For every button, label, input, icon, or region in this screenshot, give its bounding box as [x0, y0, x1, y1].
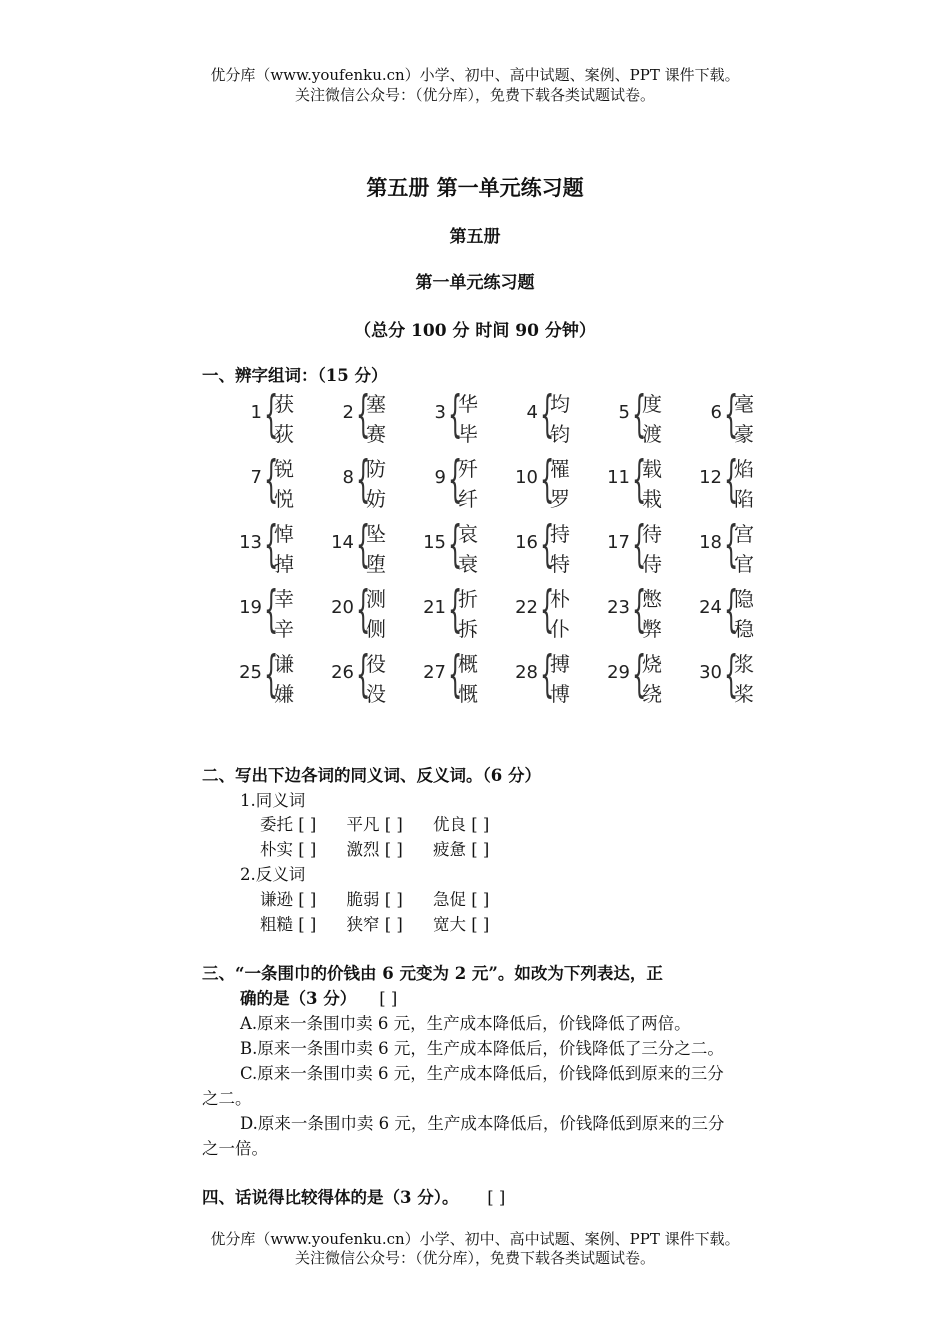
pair-char-top: 宫 [734, 522, 754, 546]
brace-icon: { [356, 385, 371, 443]
score-time-info: （总分 100 分 时间 90 分钟） [354, 321, 596, 341]
brace-icon: { [356, 450, 371, 508]
pair-char-top: 获 [274, 392, 294, 416]
section3-heading: 三、“一条围巾的价钱由 6 元变为 2 元”。如改为下列表达，正 [202, 964, 663, 983]
brace-icon: { [632, 645, 647, 703]
pair-char-top: 哀 [458, 522, 478, 546]
pair-char-top: 悼 [274, 522, 294, 546]
synonym-row-2 [260, 836, 493, 860]
char-pair-2 [322, 384, 414, 446]
brace-icon: { [540, 450, 555, 508]
section4-heading: 四、话说得比较得体的是（3 分）。 [202, 1188, 459, 1207]
pair-char-top: 概 [458, 652, 478, 676]
brace-icon: { [264, 645, 279, 703]
brace-icon: { [448, 450, 463, 508]
pair-char-bottom: 弊 [642, 617, 662, 641]
section1-heading: 一、辨字组词：（15 分） [202, 366, 388, 385]
pair-number: 7 [250, 467, 262, 488]
pair-number: 10 [515, 467, 538, 488]
pair-number: 20 [331, 597, 354, 618]
pair-char-top: 持 [550, 522, 570, 546]
pair-char-bottom: 堕 [366, 552, 386, 576]
pair-char-top: 憋 [642, 587, 662, 611]
pair-char-bottom: 豪 [734, 422, 754, 446]
word: 急促 [432, 890, 466, 909]
option-a: A.原来一条围巾卖 6 元，生产成本降低后，价钱降低了两倍。 [240, 1014, 691, 1033]
synonym-subheading: 1.同义词 [240, 791, 306, 810]
pair-char-top: 浆 [734, 652, 754, 676]
pair-char-top: 防 [366, 457, 386, 481]
pair-number: 13 [239, 532, 262, 553]
pair-char-top: 毫 [734, 392, 754, 416]
unit-title: 第一单元练习题 [415, 273, 535, 293]
pair-char-top: 载 [642, 457, 662, 481]
option-c: C.原来一条围巾卖 6 元，生产成本降低后，价钱降低到原来的三分 [240, 1064, 724, 1083]
answer-bracket[interactable]: [ ] [298, 890, 317, 909]
pair-number: 22 [515, 597, 538, 618]
pair-char-bottom: 侍 [642, 552, 662, 576]
answer-bracket[interactable]: [ ] [298, 815, 317, 834]
synonym-row-1 [260, 811, 493, 835]
pair-char-top: 歼 [458, 457, 478, 481]
pair-char-top: 华 [458, 392, 478, 416]
pair-char-bottom: 仆 [550, 617, 570, 641]
brace-icon: { [724, 580, 739, 638]
pair-char-top: 测 [366, 587, 386, 611]
pair-char-bottom: 嫌 [274, 682, 294, 706]
brace-icon: { [356, 515, 371, 573]
word: 狭窄 [346, 915, 380, 934]
pair-number: 27 [423, 662, 446, 683]
pair-number: 18 [699, 532, 722, 553]
pair-char-bottom: 悦 [274, 487, 294, 511]
antonym-row-2 [260, 911, 493, 935]
char-pair-10 [506, 449, 598, 511]
brace-icon: { [724, 645, 739, 703]
section3-heading-line2: 确的是（3 分） [240, 989, 357, 1008]
pair-number: 1 [250, 402, 262, 423]
word: 脆弱 [346, 890, 380, 909]
option-d: D.原来一条围巾卖 6 元，生产成本降低后，价钱降低到原来的三分 [240, 1114, 725, 1133]
pair-char-bottom: 掉 [274, 552, 294, 576]
word: 平凡 [346, 815, 380, 834]
brace-icon: { [264, 580, 279, 638]
word: 委托 [260, 815, 293, 834]
pair-number: 30 [699, 662, 722, 683]
char-pair-16 [506, 514, 598, 576]
answer-bracket[interactable]: [ ] [471, 815, 490, 834]
brace-icon: { [632, 450, 647, 508]
char-pair-9 [414, 449, 506, 511]
char-pair-7 [230, 449, 322, 511]
char-pair-3 [414, 384, 506, 446]
brace-icon: { [448, 385, 463, 443]
brace-icon: { [724, 450, 739, 508]
pair-char-top: 罹 [550, 457, 570, 481]
pair-number: 11 [607, 467, 630, 488]
brace-icon: { [264, 385, 279, 443]
pair-number: 16 [515, 532, 538, 553]
char-pair-18 [690, 514, 782, 576]
option-c-cont: 之二。 [202, 1089, 252, 1108]
char-pair-11 [598, 449, 690, 511]
answer-bracket[interactable]: [ ] [298, 840, 317, 859]
brace-icon: { [540, 385, 555, 443]
pair-char-bottom: 荻 [274, 422, 294, 446]
pair-number: 4 [526, 402, 538, 423]
char-pair-20 [322, 579, 414, 641]
pair-number: 19 [239, 597, 262, 618]
word: 优良 [432, 815, 466, 834]
pair-char-top: 度 [642, 392, 662, 416]
pair-number: 8 [342, 467, 354, 488]
answer-bracket[interactable]: [ ] [384, 915, 403, 934]
pair-char-bottom: 渡 [642, 422, 662, 446]
option-b: B.原来一条围巾卖 6 元，生产成本降低后，价钱降低了三分之二。 [240, 1039, 724, 1058]
pair-char-top: 烧 [642, 652, 662, 676]
answer-bracket[interactable]: [ ] [471, 840, 490, 859]
pair-char-top: 塞 [366, 392, 386, 416]
section4-heading-line [202, 1184, 505, 1208]
pair-number: 6 [710, 402, 722, 423]
pair-char-bottom: 博 [550, 682, 570, 706]
pair-char-bottom: 赛 [366, 422, 386, 446]
char-pair-4 [506, 384, 598, 446]
pair-number: 23 [607, 597, 630, 618]
pair-number: 17 [607, 532, 630, 553]
char-pair-1 [230, 384, 322, 446]
brace-icon: { [356, 580, 371, 638]
pair-char-top: 朴 [550, 587, 570, 611]
pair-number: 9 [434, 467, 446, 488]
char-pair-14 [322, 514, 414, 576]
char-pair-19 [230, 579, 322, 641]
pair-char-top: 坠 [366, 522, 386, 546]
pair-char-bottom: 陷 [734, 487, 754, 511]
pair-char-bottom: 特 [550, 552, 570, 576]
brace-icon: { [632, 580, 647, 638]
char-pair-29 [598, 644, 690, 706]
book-title: 第五册 [449, 227, 501, 247]
word: 朴实 [260, 840, 293, 859]
pair-number: 29 [607, 662, 630, 683]
pair-char-bottom: 慨 [458, 682, 478, 706]
pair-char-bottom: 钧 [550, 422, 570, 446]
pair-char-bottom: 妨 [366, 487, 386, 511]
brace-icon: { [632, 385, 647, 443]
answer-bracket[interactable]: [ ] [379, 989, 398, 1008]
char-pair-13 [230, 514, 322, 576]
answer-bracket[interactable]: [ ] [384, 890, 403, 909]
char-pair-21 [414, 579, 506, 641]
document-title: 第五册 第一单元练习题 [366, 175, 584, 200]
pair-number: 28 [515, 662, 538, 683]
brace-icon: { [540, 580, 555, 638]
word: 激烈 [346, 840, 380, 859]
char-pair-24 [690, 579, 782, 641]
char-pair-23 [598, 579, 690, 641]
pair-number: 24 [699, 597, 722, 618]
answer-bracket[interactable]: [ ] [487, 1188, 506, 1207]
antonym-subheading: 2.反义词 [240, 865, 306, 884]
char-pair-12 [690, 449, 782, 511]
brace-icon: { [448, 645, 463, 703]
page-footer-line1: 优分库（www.youfenku.cn）小学、初中、高中试题、案例、PPT 课件下载。 [210, 1230, 740, 1248]
pair-char-top: 均 [550, 392, 570, 416]
brace-icon: { [448, 580, 463, 638]
pair-char-bottom: 纤 [458, 487, 478, 511]
pair-number: 21 [423, 597, 446, 618]
char-pair-28 [506, 644, 598, 706]
section2-heading: 二、写出下边各词的同义词、反义词。（6 分） [202, 766, 541, 785]
word: 谦逊 [260, 890, 293, 909]
page-header-line1: 优分库（www.youfenku.cn）小学、初中、高中试题、案例、PPT 课件下载。 [210, 66, 740, 84]
char-pair-5 [598, 384, 690, 446]
pair-number: 3 [434, 402, 446, 423]
char-pair-27 [414, 644, 506, 706]
pair-char-bottom: 没 [366, 682, 386, 706]
pair-char-bottom: 辛 [274, 617, 294, 641]
section3-heading-cont [240, 985, 397, 1009]
char-pair-17 [598, 514, 690, 576]
pair-char-bottom: 衰 [458, 552, 478, 576]
pair-number: 26 [331, 662, 354, 683]
pair-char-top: 锐 [274, 457, 294, 481]
brace-icon: { [264, 450, 279, 508]
word: 粗糙 [260, 915, 293, 934]
pair-char-bottom: 栽 [642, 487, 662, 511]
pair-char-top: 谦 [274, 652, 294, 676]
pair-char-top: 隐 [734, 587, 754, 611]
brace-icon: { [724, 515, 739, 573]
char-pair-6 [690, 384, 782, 446]
page-footer-line2: 关注微信公众号：（优分库），免费下载各类试题试卷。 [294, 1249, 655, 1267]
pair-char-bottom: 拆 [458, 617, 478, 641]
word: 疲惫 [432, 840, 466, 859]
pair-number: 15 [423, 532, 446, 553]
pair-char-bottom: 官 [734, 552, 754, 576]
pair-char-top: 焰 [734, 457, 754, 481]
answer-bracket[interactable]: [ ] [384, 840, 403, 859]
word: 宽大 [432, 915, 466, 934]
brace-icon: { [540, 515, 555, 573]
pair-number: 2 [342, 402, 354, 423]
pair-char-top: 待 [642, 522, 662, 546]
pair-char-bottom: 毕 [458, 422, 478, 446]
brace-icon: { [724, 385, 739, 443]
pair-number: 12 [699, 467, 722, 488]
pair-char-top: 幸 [274, 587, 294, 611]
brace-icon: { [264, 515, 279, 573]
pair-char-bottom: 绕 [642, 682, 662, 706]
pair-char-bottom: 稳 [734, 617, 754, 641]
answer-bracket[interactable]: [ ] [471, 915, 490, 934]
brace-icon: { [632, 515, 647, 573]
pair-char-top: 搏 [550, 652, 570, 676]
answer-bracket[interactable]: [ ] [298, 915, 317, 934]
pair-char-bottom: 桨 [734, 682, 754, 706]
pair-char-bottom: 罗 [550, 487, 570, 511]
char-pair-26 [322, 644, 414, 706]
option-d-cont: 之一倍。 [202, 1139, 268, 1158]
page-header-line2: 关注微信公众号：（优分库），免费下载各类试题试卷。 [294, 86, 655, 104]
answer-bracket[interactable]: [ ] [384, 815, 403, 834]
char-pair-15 [414, 514, 506, 576]
char-pair-8 [322, 449, 414, 511]
antonym-row-1 [260, 886, 493, 910]
brace-icon: { [448, 515, 463, 573]
pair-char-bottom: 侧 [366, 617, 386, 641]
pair-number: 14 [331, 532, 354, 553]
answer-bracket[interactable]: [ ] [471, 890, 490, 909]
char-pair-30 [690, 644, 782, 706]
pair-char-top: 折 [458, 587, 478, 611]
brace-icon: { [540, 645, 555, 703]
char-pair-25 [230, 644, 322, 706]
char-pair-22 [506, 579, 598, 641]
pair-char-top: 役 [366, 652, 386, 676]
pair-number: 5 [618, 402, 630, 423]
brace-icon: { [356, 645, 371, 703]
pair-number: 25 [239, 662, 262, 683]
